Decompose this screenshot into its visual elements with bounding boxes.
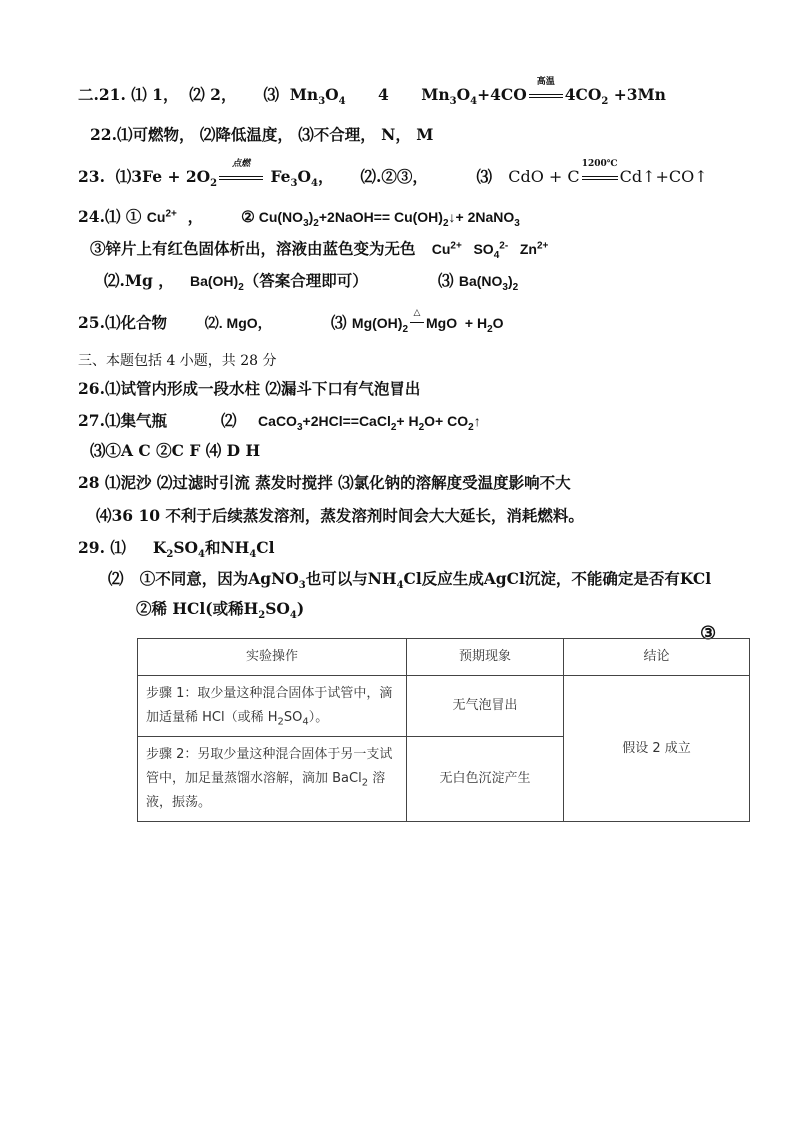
q21-equation-left: $Mn_3O_4+4CO$: [421, 85, 527, 108]
q27-equation: CaCO$_3$+2HCl==CaCl$_2$+ $H_2O+$ $CO_2↑$: [258, 413, 481, 433]
experiment-table: [137, 638, 750, 822]
q23-equation-right: $Fe_3O_4$，: [270, 167, 334, 190]
header-conclusion: 结论: [564, 639, 750, 676]
q25-answer-1: 25.⑴化合物: [78, 313, 167, 332]
q21-answer-3-num: 4: [378, 85, 389, 104]
q24-line-1: 24.⑴ ① $Cu^{2+}$ ， ② $Cu(NO_3)_2+2NaOH==$ $Cu(OH)_2↓+$ 2NaNO$_3$: [78, 207, 520, 229]
q21-answer-3-label: ⑶: [263, 85, 279, 104]
q23-answer-2: ⑵.②③，: [360, 167, 428, 186]
q23-line: [78, 159, 708, 190]
q24-answer-2: ⑵.Mg ， $Ba(OH)_2$（答案合理即可）: [104, 271, 368, 293]
step-2-phenomenon: 无白色沉淀产生: [407, 737, 564, 822]
q23-answer-3-condition: 1200℃: [581, 159, 618, 169]
header-operation: 实验操作: [138, 639, 407, 676]
q24-answer-3: ⑶ $Ba(NO_3)_2$: [437, 271, 519, 293]
q26-line: 26.⑴试管内形成一段水柱 ⑵漏斗下口有气泡冒出: [78, 379, 421, 398]
q21-answer-3-formula: $Mn_3O_4$: [289, 85, 346, 108]
step-1-operation: 步骤 1：取少量这种混合固体于试管中，滴加适量稀 HCl（或稀 $H_2SO_4$）。: [138, 676, 407, 737]
step-1-phenomenon: 无气泡冒出: [407, 676, 564, 737]
q23-equation-arrow: [219, 159, 263, 186]
q29-answer-2-1: ①不同意，因为AgNO$_3$也可以与$NH_4Cl$反应生成AgCl沉淀，不能确定是否有KCl: [139, 569, 712, 592]
q24-observation: ③锌片上有红色固体析出，溶液由蓝色变为无色: [90, 239, 416, 258]
q25-equation-condition: △: [413, 308, 421, 318]
q21-line: [78, 77, 666, 108]
table-row: [138, 676, 750, 737]
q23-equation-left: ⑴3Fe + $2O_2$: [115, 167, 218, 190]
table-header-row: [138, 639, 750, 676]
q24-label: 24.⑴ ①: [78, 207, 142, 226]
q25-line: [78, 308, 504, 335]
section-title: 三、本题包括 4 小题，共 28 分: [78, 353, 277, 369]
q28-line-1: 28 ⑴泥沙 ⑵过滤时引流 蒸发时搅拌 ⑶氯化钠的溶解度受温度影响不大: [78, 473, 571, 492]
q23-label: 23.: [78, 167, 105, 186]
q24-ions: $Cu^{2+}$ $SO_4^{2-}$ $Zn^{2+}$: [431, 240, 549, 261]
q27-answer-1: 27.⑴集气瓶: [78, 411, 167, 430]
q29-answer-2-label: ⑵: [108, 569, 124, 588]
conclusion-cell: 假设 2 成立: [564, 676, 750, 822]
q21-equation-condition: 高温: [536, 77, 555, 87]
q24-ion: $Cu^{2+}$: [146, 208, 177, 225]
q27-line-2: ⑶①A C ②C F ⑷ D H: [90, 441, 261, 460]
q23-equation-condition: 点燃: [232, 159, 251, 169]
q21-answer-1: ⑴ 1，: [131, 85, 179, 104]
q23-answer-3-right: Cd↑+CO↑: [619, 167, 708, 186]
q29-answer-1-label: 29. ⑴: [78, 538, 126, 557]
q25-equation-right: MgO + $H_2O$: [426, 315, 504, 335]
q21-equation-right: $4CO_2 +3Mn$: [564, 85, 666, 108]
q25-answer-3: ⑶ $Mg(OH)_2$: [331, 313, 409, 335]
q28-line-2: ⑷36 10 不利于后续蒸发溶剂，蒸发溶剂时间会大大延长，消耗燃料。: [96, 506, 584, 525]
q27-answer-2-label: ⑵: [220, 411, 237, 430]
q29-answer-3-label: ③: [700, 623, 717, 644]
q29-answer-2-2: ②稀 HCl(或稀$H_2SO_4$): [136, 599, 305, 622]
q21-answer-2: ⑵ 2，: [189, 85, 237, 104]
q24-line-2: [90, 238, 548, 260]
q29-answer-1: $K_2SO_4$和$NH_4Cl$: [152, 538, 275, 561]
q29-line-1: [78, 537, 275, 559]
q23-answer-3-label: ⑶: [476, 167, 492, 186]
q23-answer-3-arrow: [581, 159, 618, 186]
q24-line-3: [104, 270, 518, 292]
header-phenomenon: 预期现象: [407, 639, 564, 676]
q21-equation-arrow: [529, 77, 563, 104]
q23-answer-3-left: CdO + C: [508, 167, 580, 186]
q24-equation: ② $Cu(NO_3)_2+2NaOH==$ $Cu(OH)_2↓+$ 2NaNO$_3$: [240, 207, 520, 229]
q22-line: 22.⑴可燃物， ⑵降低温度， ⑶不合理， N， M: [90, 125, 434, 144]
step-2-operation: 步骤 2：另取少量这种混合固体于另一支试管中，加足量蒸馏水溶解，滴加 BaCl$_2$ 溶液，振荡。: [138, 737, 407, 822]
q27-line-1: [78, 410, 481, 432]
q21-prefix: 二.21.: [78, 85, 126, 104]
q25-answer-2: ⑵. MgO，: [204, 315, 272, 331]
q29-line-2: [108, 568, 711, 590]
q25-equation-arrow: [410, 308, 424, 332]
